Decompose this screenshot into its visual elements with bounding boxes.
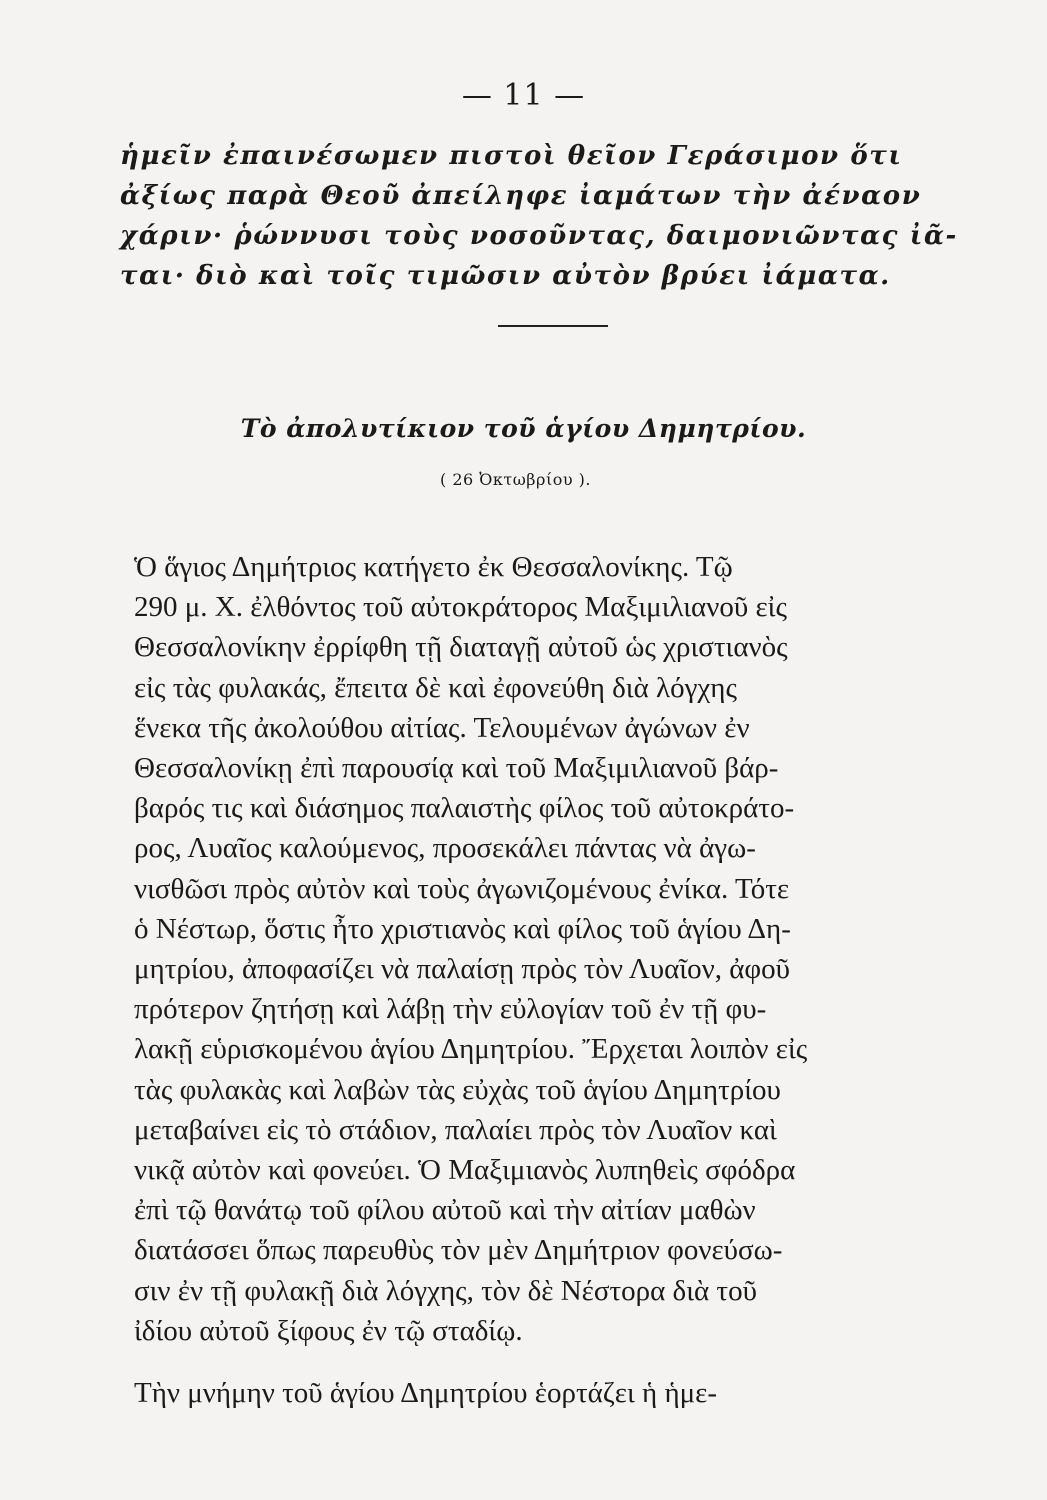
body-line: τὰς φυλακὰς καὶ λαβὼν τὰς εὐχὰς τοῦ ἁγίου Δημητρίου: [134, 1073, 781, 1106]
page-number: — 11 —: [461, 78, 586, 113]
body-line: Θεσσαλονίκην ἐρρίφθη τῇ διαταγῇ αὐτοῦ ὡς χριστιανὸς: [134, 631, 788, 664]
body-line: μεταβαίνει εἰς τὸ στάδιον, παλαίει πρὸς τὸν Λυαῖον καὶ: [134, 1113, 777, 1146]
body-line: νισθῶσι πρὸς αὐτὸν καὶ τοὺς ἀγωνιζομένους ἐνίκα. Τότε: [134, 872, 790, 905]
hymn-line: ἡμεῖν ἐπαινέσωμεν πιστοὶ θεῖον Γεράσιμον ὅτι: [120, 141, 903, 171]
body-paragraph: [134, 547, 944, 1351]
body-line: εἰς τὰς φυλακάς, ἔπειτα δὲ καὶ ἐφονεύθη διὰ λόγχης: [134, 671, 737, 704]
body-line: Ὁ ἅγιος Δημήτριος κατήγετο ἐκ Θεσσαλονίκης. Τῷ: [134, 551, 733, 583]
hymn-line: ἀξίως παρὰ Θεοῦ ἀπείληφε ἰαμάτων τὴν ἀέναον: [120, 181, 922, 211]
body-line: ὁ Νέστωρ, ὅστις ἦτο χριστιανὸς καὶ φίλος τοῦ ἁγίου Δη-: [134, 912, 791, 945]
body-line: πρότερον ζητήσῃ καὶ λάβῃ τὴν εὐλογίαν τοῦ ἐν τῇ φυ-: [134, 993, 767, 1026]
body-line: Τὴν μνήμην τοῦ ἁγίου Δημητρίου ἑορτάζει ἡ ἡμε-: [134, 1377, 717, 1409]
hymn-text-block: [120, 136, 958, 296]
body-line: βαρός τις καὶ διάσημος παλαιστὴς φίλος τοῦ αὐτοκράτο-: [134, 792, 795, 825]
hymn-line: χάριν· ῥώννυσι τοὺς νοσοῦντας, δαιμονιῶντας ἰᾶ-: [120, 221, 958, 251]
body-line: διατάσσει ὅπως παρευθὺς τὸν μὲν Δημήτριον φονεύσω-: [134, 1234, 783, 1267]
body-line: 290 μ. Χ. ἐλθόντος τοῦ αὐτοκράτορος Μαξιμιλιανοῦ εἰς: [134, 591, 787, 624]
hymn-line: ται· διὸ καὶ τοῖς τιμῶσιν αὐτὸν βρύει ἰάματα.: [120, 261, 891, 291]
body-line: ἰδίου αὐτοῦ ξίφους ἐν τῷ σταδίῳ.: [134, 1314, 523, 1347]
body-line: ἕνεκα τῆς ἀκολούθου αἰτίας. Τελουμένων ἀγώνων ἐν: [134, 711, 750, 744]
next-paragraph: [134, 1373, 944, 1413]
section-date: ( 26 Ὀκτωβρίου ).: [440, 470, 591, 489]
body-line: μητρίου, ἀποφασίζει νὰ παλαίσῃ πρὸς τὸν Λυαῖον, ἀφοῦ: [134, 953, 790, 986]
section-divider: [498, 325, 608, 327]
body-line: λακῇ εὑρισκομένου ἁγίου Δημητρίου. Ἔρχεται λοιπὸν εἰς: [134, 1033, 808, 1066]
body-line: ἐπὶ τῷ θανάτῳ τοῦ φίλου αὐτοῦ καὶ τὴν αἰτίαν μαθὼν: [134, 1194, 756, 1227]
body-line: σιν ἐν τῇ φυλακῇ διὰ λόγχης, τὸν δὲ Νέστορα διὰ τοῦ: [134, 1274, 757, 1307]
section-title: Τὸ ἀπολυτίκιον τοῦ ἁγίου Δημητρίου.: [240, 414, 807, 443]
body-line: ρος, Λυαῖος καλούμενος, προσεκάλει πάντας νὰ ἀγω-: [134, 832, 756, 865]
body-line: νικᾷ αὐτὸν καὶ φονεύει. Ὁ Μαξιμιανὸς λυπηθεὶς σφόδρα: [134, 1154, 796, 1187]
body-line: Θεσσαλονίκῃ ἐπὶ παρουσίᾳ καὶ τοῦ Μαξιμιλιανοῦ βάρ-: [134, 752, 779, 785]
